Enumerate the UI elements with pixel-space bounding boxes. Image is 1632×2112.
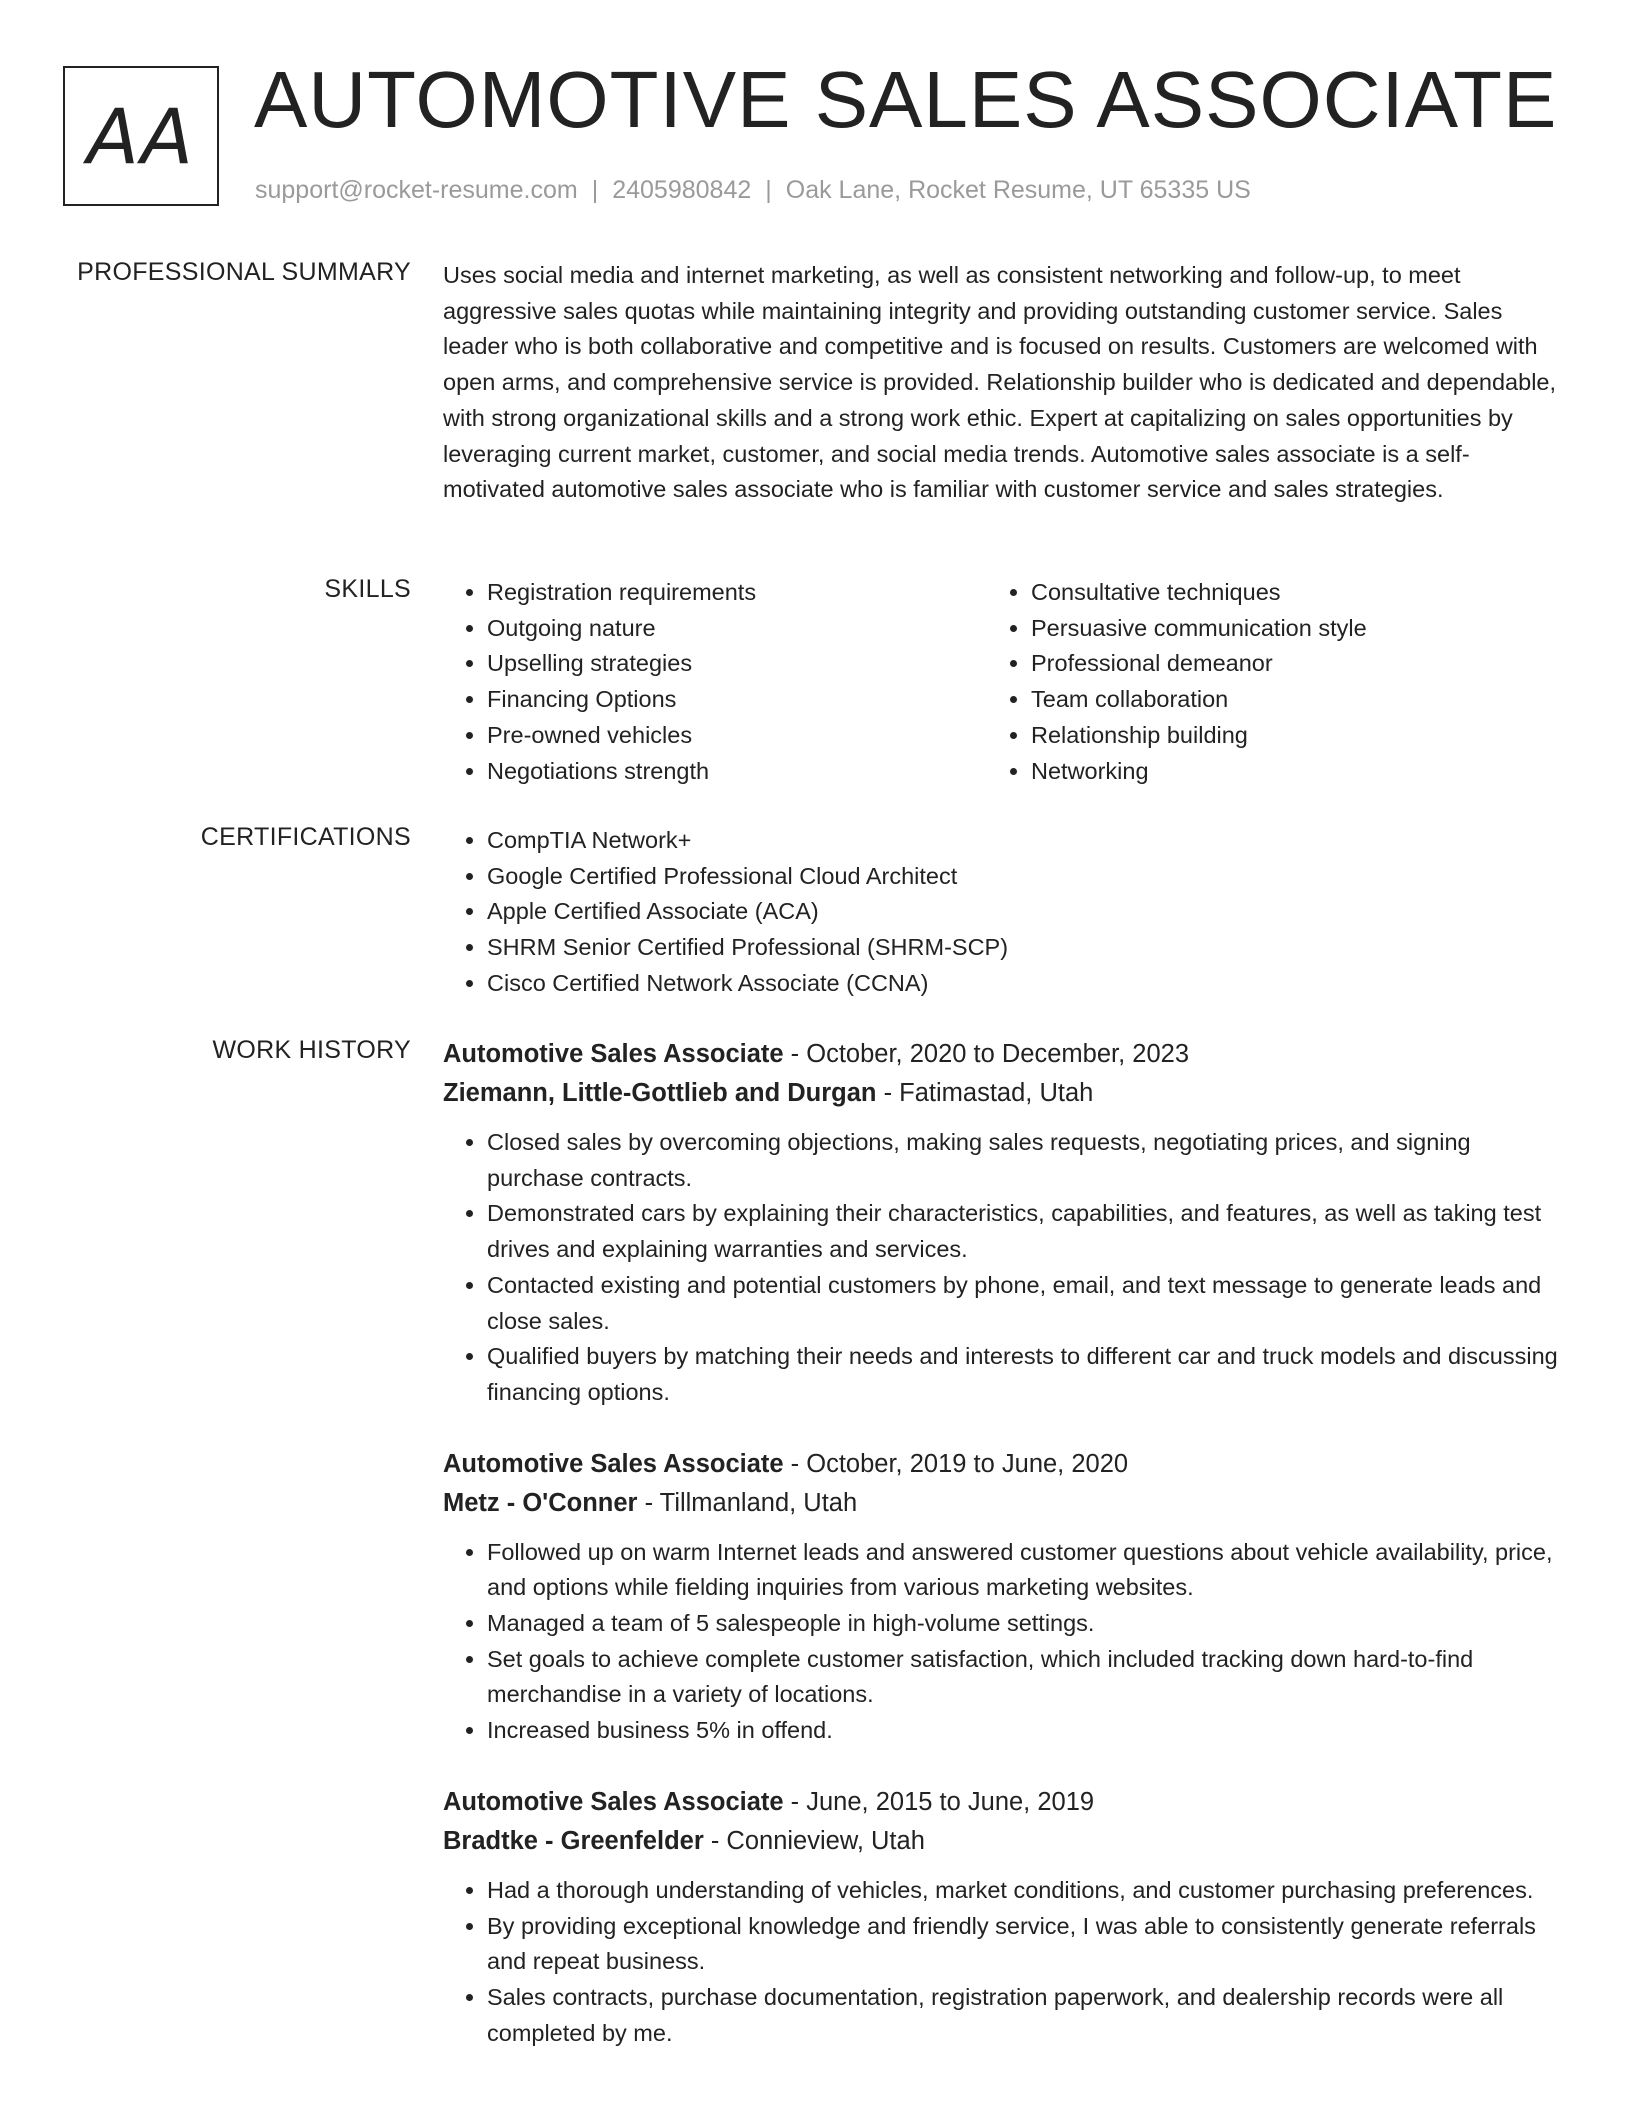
skills-body	[443, 575, 1563, 789]
job-bullet: • Contacted existing and potential customers by phone, email, and text message to generate leads and close sales.	[487, 1268, 1563, 1339]
job-location: - Tillmanland, Utah	[637, 1488, 858, 1517]
contact-email: support@rocket-resume.com	[255, 176, 578, 204]
job-location: - Fatimastad, Utah	[876, 1079, 1094, 1107]
certifications-body	[443, 823, 1563, 1002]
skill-item: • Professional demeanor	[1031, 646, 1531, 682]
skill-item: • Pre-owned vehicles	[487, 718, 987, 754]
section-label-skills: SKILLS	[324, 575, 411, 603]
job-bullet: • Demonstrated cars by explaining their characteristics, capabilities, and features, as well as taking test drives and explaining warranties and services.	[487, 1196, 1563, 1267]
certification-item: • Google Certified Professional Cloud Architect	[487, 859, 1563, 895]
job-company-line	[443, 1822, 1563, 1861]
certification-item: • Cisco Certified Network Associate (CCNA)	[487, 966, 1563, 1002]
contact-phone: 2405980842	[612, 176, 752, 204]
job-title: Automotive Sales Associate	[443, 1040, 784, 1068]
job-company: Metz - O'Conner	[443, 1488, 638, 1517]
job-entry	[443, 1445, 1563, 1749]
contact-separator: |	[765, 176, 772, 204]
section-label-summary: PROFESSIONAL SUMMARY	[77, 258, 411, 286]
job-title: Automotive Sales Associate	[443, 1449, 784, 1478]
skill-item: • Relationship building	[1031, 718, 1531, 754]
skill-item: • Team collaboration	[1031, 682, 1531, 718]
job-bullet: • Set goals to achieve complete customer satisfaction, which included tracking down hard-to-find merchandise in a variety of locations.	[487, 1642, 1563, 1713]
job-bullet: • By providing exceptional knowledge and friendly service, I was able to consistently generate referrals and repeat business.	[487, 1909, 1563, 1980]
summary-body	[443, 258, 1563, 508]
skills-column-1	[443, 575, 987, 789]
job-bullet: • Increased business 5% in offend.	[487, 1713, 1563, 1749]
job-bullet: • Had a thorough understanding of vehicles, market conditions, and customer purchasing preferences.	[487, 1873, 1563, 1909]
certification-item: • SHRM Senior Certified Professional (SHRM-SCP)	[487, 930, 1563, 966]
job-title-line	[443, 1445, 1563, 1484]
section-label-certifications: CERTIFICATIONS	[200, 823, 411, 851]
job-bullets	[443, 1873, 1563, 2052]
resume-title: AUTOMOTIVE SALES ASSOCIATE	[254, 55, 1558, 144]
section-label-work-history: WORK HISTORY	[212, 1036, 411, 1064]
job-dates: - June, 2015 to June, 2019	[783, 1787, 1095, 1816]
job-bullet: • Managed a team of 5 salespeople in high-volume settings.	[487, 1606, 1563, 1642]
job-bullet: • Sales contracts, purchase documentation, registration paperwork, and dealership records were all completed by me.	[487, 1980, 1563, 2051]
certification-item: • Apple Certified Associate (ACA)	[487, 894, 1563, 930]
job-bullets	[443, 1535, 1563, 1749]
skill-item: • Upselling strategies	[487, 646, 987, 682]
summary-text: Uses social media and internet marketing, as well as consistent networking and follow-up, to meet aggressive sales quotas while maintaining integrity and providing outstanding customer service. Sales leader who is both collaborative and competitive and is focused on results. Customers are welcomed with open arms, and comprehensive service is provided. Relationship builder who is dedicated and dependable, with strong organizational skills and a strong work ethic. Expert at capitalizing on sales opportunities by leveraging current market, customer, and social media trends. Automotive sales associate is a self-motivated automotive sales associate who is familiar with customer service and sales strategies.	[443, 262, 1557, 503]
job-location: - Connieview, Utah	[703, 1826, 925, 1855]
job-bullet: • Qualified buyers by matching their needs and interests to different car and truck models and discussing financing options.	[487, 1339, 1563, 1410]
skill-item: • Financing Options	[487, 682, 987, 718]
skill-item: • Outgoing nature	[487, 611, 987, 647]
certifications-list	[443, 823, 1563, 1002]
job-title-line	[443, 1035, 1563, 1074]
contact-line	[255, 176, 1251, 205]
job-entry	[443, 1035, 1563, 1411]
skills-column-2	[987, 575, 1531, 789]
job-company: Bradtke - Greenfelder	[443, 1826, 704, 1855]
certification-item: • CompTIA Network+	[487, 823, 1563, 859]
skill-item: • Consultative techniques	[1031, 575, 1531, 611]
job-title: Automotive Sales Associate	[443, 1787, 784, 1816]
job-company-line	[443, 1484, 1563, 1523]
work-history-body	[443, 1035, 1563, 2085]
job-title-line	[443, 1783, 1563, 1822]
skill-item: • Networking	[1031, 754, 1531, 790]
job-bullets	[443, 1125, 1563, 1411]
skill-item: • Negotiations strength	[487, 754, 987, 790]
skill-item: • Persuasive communication style	[1031, 611, 1531, 647]
job-bullet: • Followed up on warm Internet leads and answered customer questions about vehicle availability, price, and options while fielding inquiries from various marketing websites.	[487, 1535, 1563, 1606]
job-dates: - October, 2019 to June, 2020	[783, 1449, 1129, 1478]
contact-address: Oak Lane, Rocket Resume, UT 65335 US	[785, 176, 1251, 204]
job-entry	[443, 1783, 1563, 2052]
job-bullet: • Closed sales by overcoming objections, making sales requests, negotiating prices, and signing purchase contracts.	[487, 1125, 1563, 1196]
monogram-logo: AA	[63, 66, 219, 206]
job-company-line	[443, 1074, 1563, 1113]
skill-item: • Registration requirements	[487, 575, 987, 611]
contact-separator: |	[591, 176, 599, 204]
job-dates: - October, 2020 to December, 2023	[783, 1040, 1190, 1068]
job-company: Ziemann, Little-Gottlieb and Durgan	[443, 1079, 877, 1107]
